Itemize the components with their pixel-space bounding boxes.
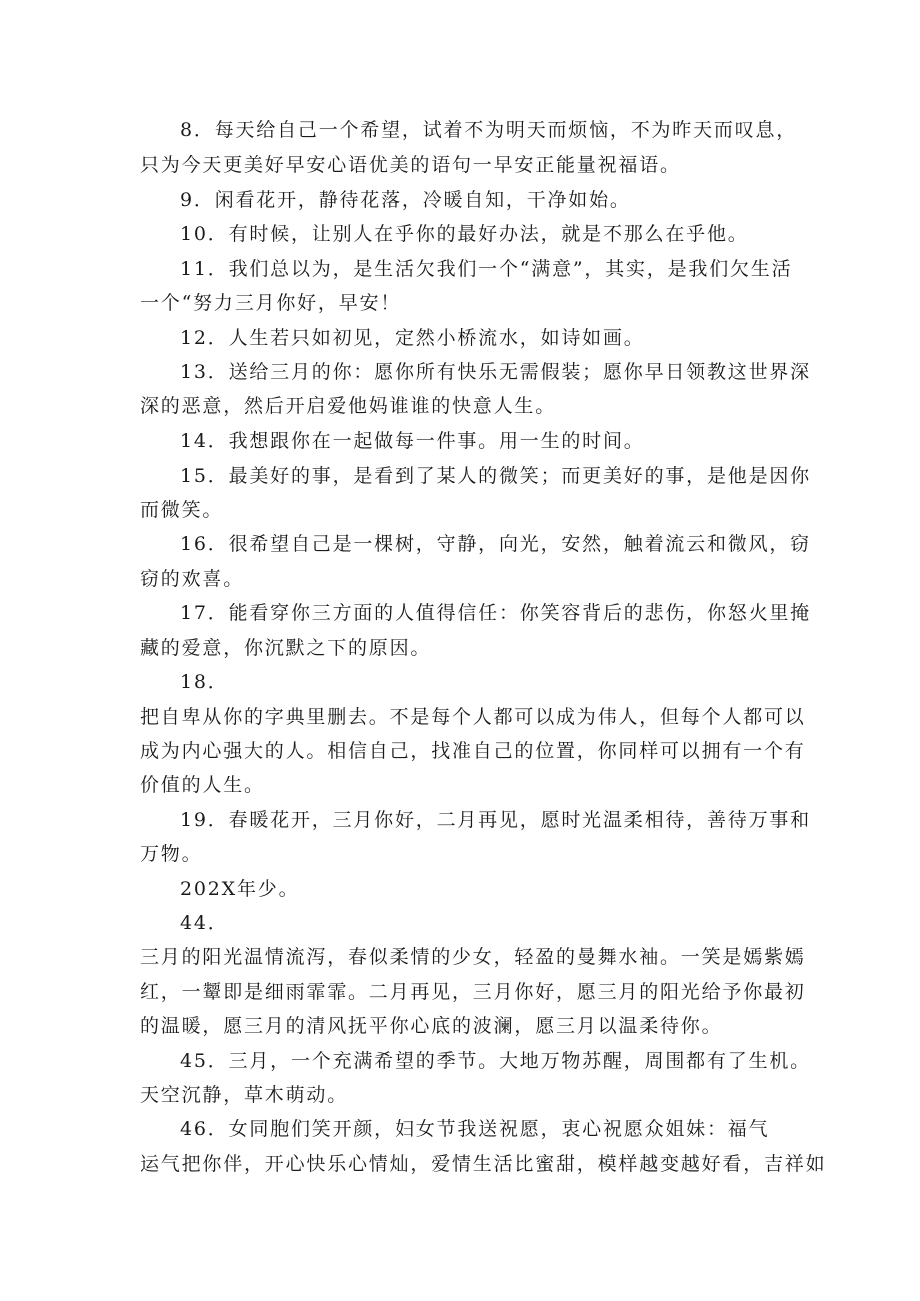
text-line: 窃的欢喜。 — [140, 568, 245, 590]
text-line: 红，一颦即是细雨霏霏。二月再见，三月你好，愿三月的阳光给予你最初 — [140, 981, 806, 1003]
text-line: 17．能看穿你三方面的人值得信任：你笑容背后的悲伤，你怒火里掩 — [180, 602, 811, 624]
text-line: 运气把你伴，开心快乐心情灿，爱情生活比蜜甜，模样越变越好看，吉祥如 — [140, 1153, 827, 1175]
text-line: 44． — [180, 912, 229, 934]
text-line: 13．送给三月的你：愿你所有快乐无需假装；愿你早日领教这世界深 — [180, 361, 811, 383]
text-line: 价值的人生。 — [140, 774, 265, 796]
text-line: 把自卑从你的字典里删去。不是每个人都可以成为伟人，但每个人都可以 — [140, 706, 806, 728]
text-line: 9．闲看花开，静待花落，冷暖自知，干净如始。 — [180, 189, 631, 211]
text-line: 15．最美好的事，是看到了某人的微笑；而更美好的事，是他是因你 — [180, 465, 811, 487]
text-line: 46．女同胞们笑开颜，妇女节我送祝愿，衷心祝愿众姐妹：福气 — [180, 1118, 770, 1140]
text-line: 16．很希望自己是一棵树，守静，向光，安然，触着流云和微风，窃 — [180, 533, 811, 555]
text-line: 的温暖，愿三月的清风抚平你心底的波澜，愿三月以温柔待你。 — [140, 1015, 723, 1037]
text-line: 一个“努力三月你好，早安！ — [140, 292, 402, 314]
text-line: 10．有时候，让别人在乎你的最好办法，就是不那么在乎他。 — [180, 223, 749, 245]
text-line: 14．我想跟你在一起做每一件事。用一生的时间。 — [180, 430, 645, 452]
text-line: 成为内心强大的人。相信自己，找准自己的位置，你同样可以拥有一个有 — [140, 740, 806, 762]
text-line: 12．人生若只如初见，定然小桥流水，如诗如画。 — [180, 327, 645, 349]
text-line: 天空沉静，草木萌动。 — [140, 1084, 349, 1106]
text-line: 藏的爱意，你沉默之下的原因。 — [140, 637, 432, 659]
text-line: 45．三月，一个充满希望的季节。大地万物苏醒，周围都有了生机。 — [180, 1050, 811, 1072]
text-line: 18． — [180, 671, 229, 693]
text-line: 19．春暖花开，三月你好，二月再见，愿时光温柔相待，善待万事和 — [180, 809, 811, 831]
text-line: 只为今天更美好早安心语优美的语句一早安正能量祝福语。 — [140, 154, 681, 176]
text-line: 深的恶意，然后开启爱他妈谁谁的快意人生。 — [140, 395, 557, 417]
text-line: 万物。 — [140, 843, 203, 865]
text-line: 而微笑。 — [140, 499, 224, 521]
text-line: 8．每天给自己一个希望，试着不为明天而烦恼，不为昨天而叹息， — [180, 119, 798, 141]
text-line: 202X年少。 — [180, 878, 300, 900]
text-line: 11．我们总以为，是生活欠我们一个“满意”，其实，是我们欠生活 — [180, 258, 793, 280]
text-line: 三月的阳光温情流泻，春似柔情的少女，轻盈的曼舞水袖。一笑是嫣紫嫣 — [140, 946, 806, 968]
